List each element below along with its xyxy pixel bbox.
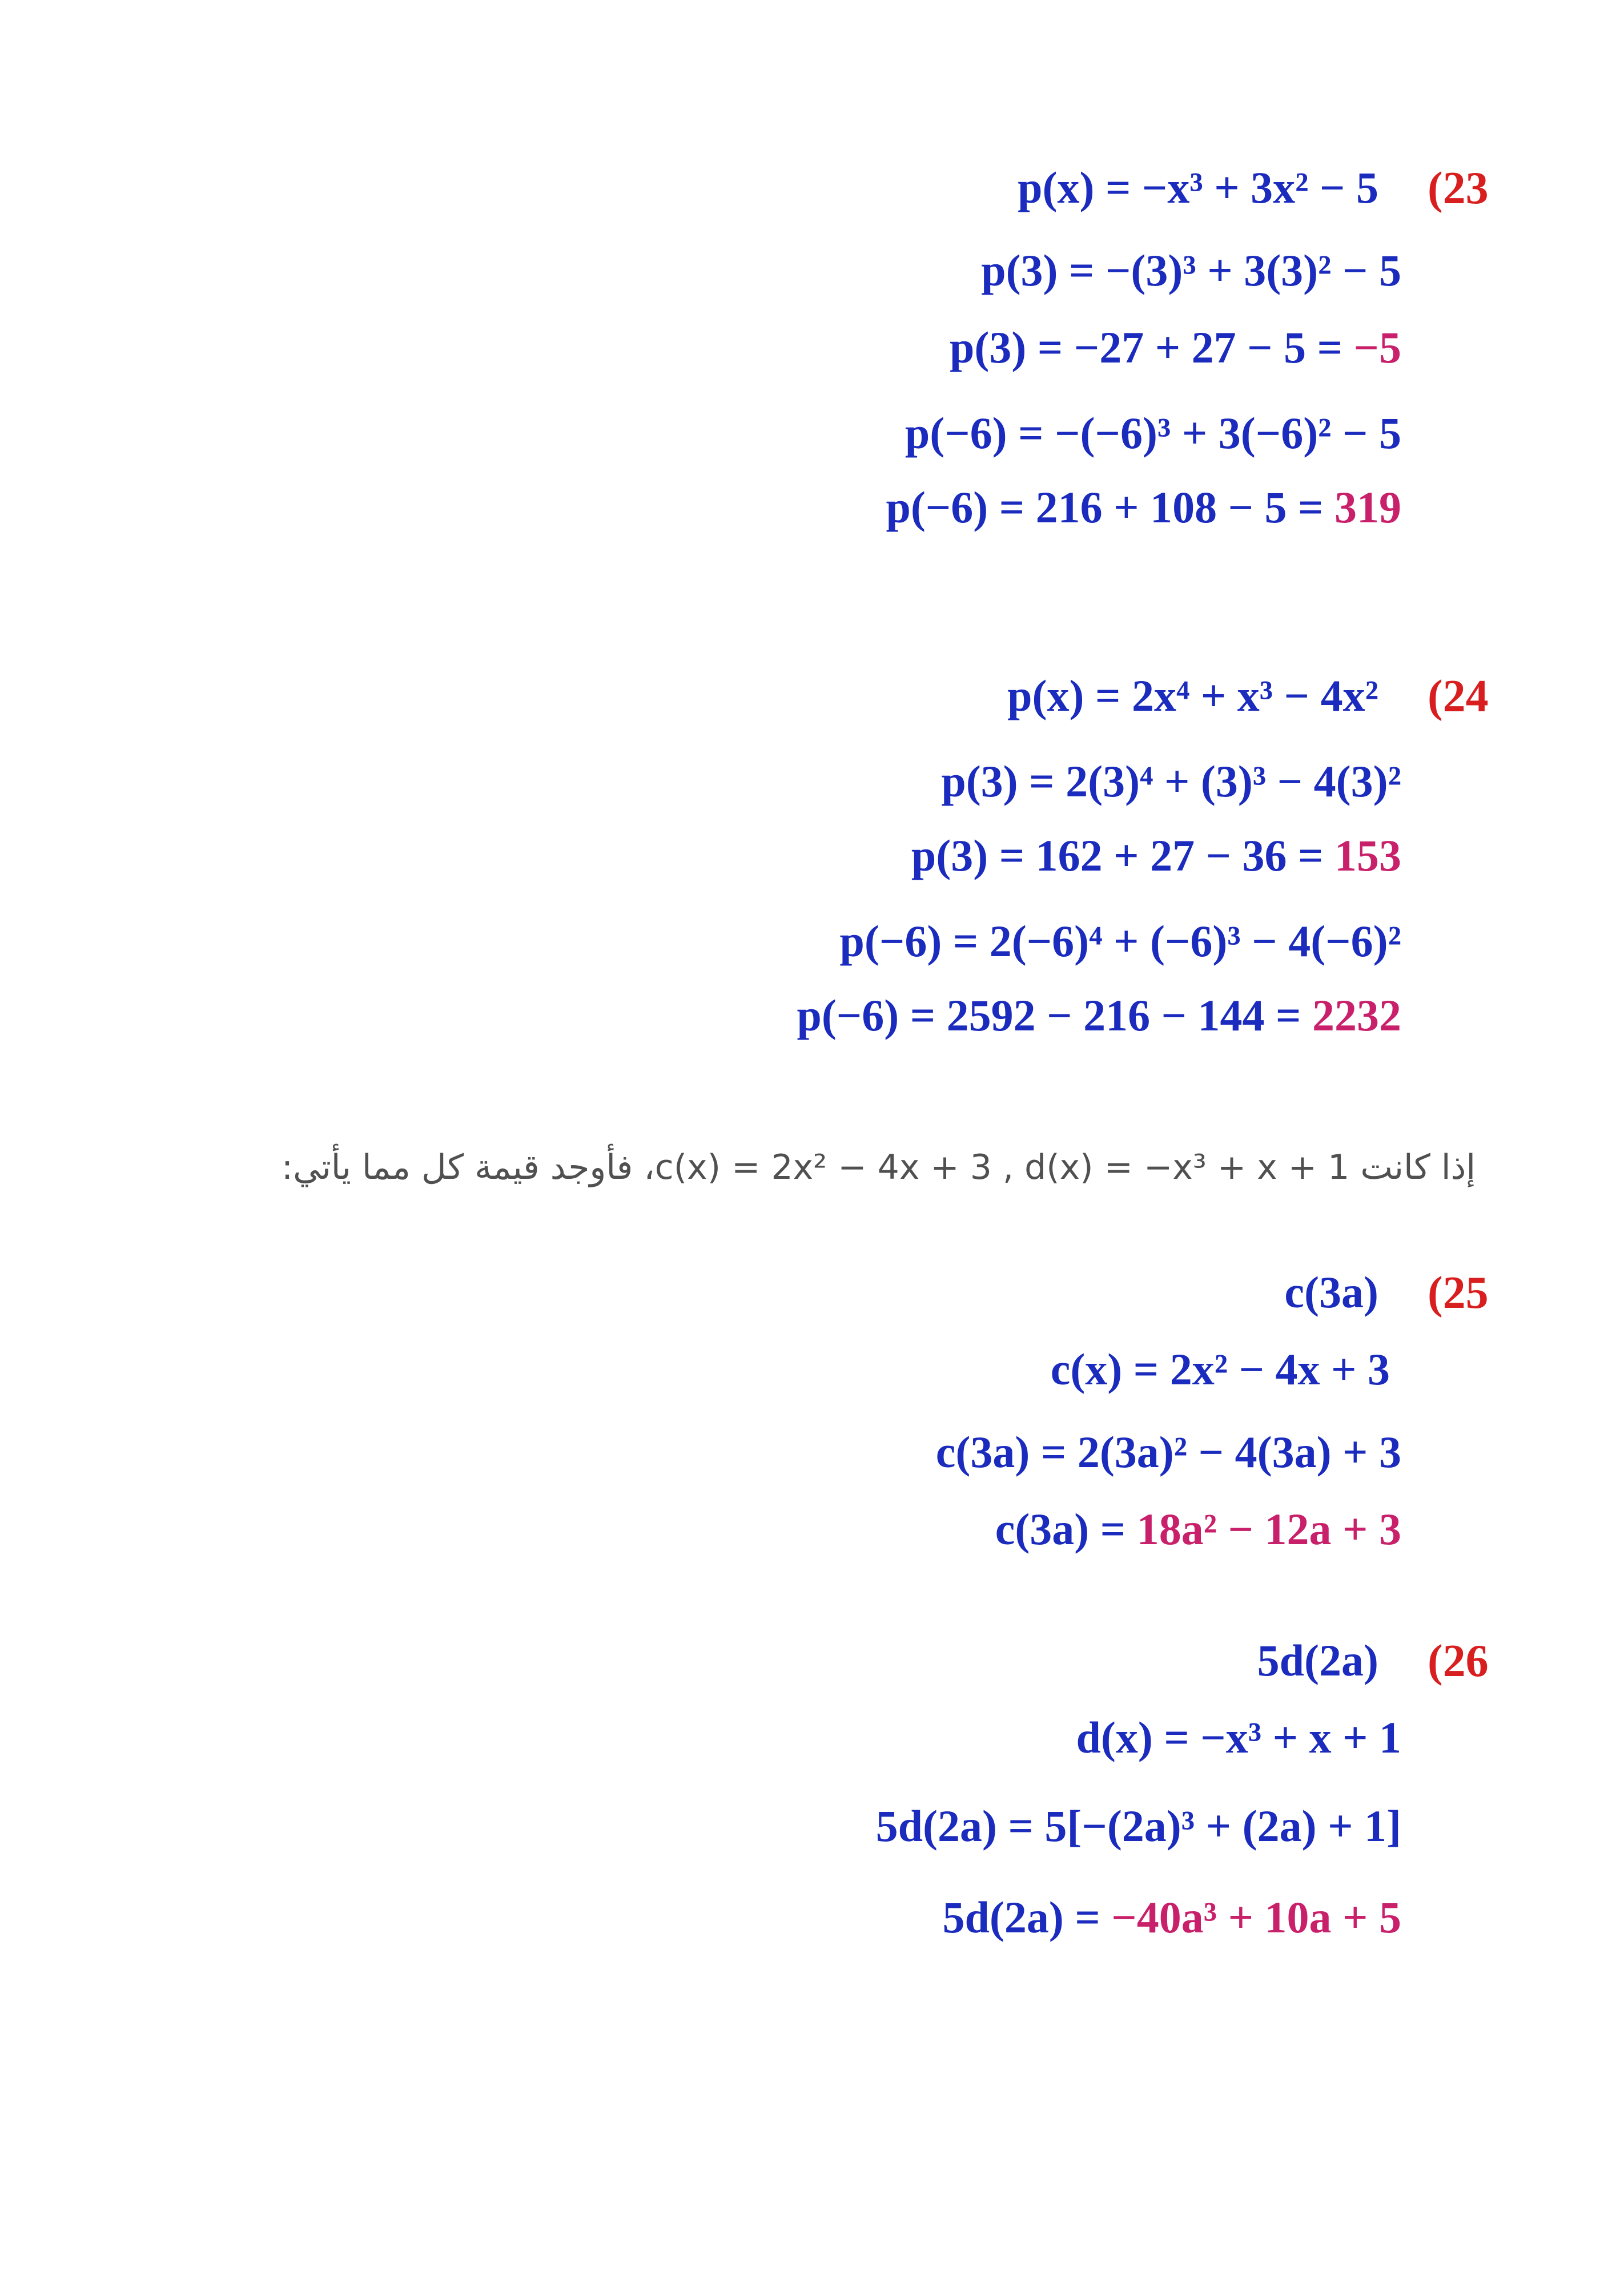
math-text: p(3) = 2(3)⁴ + (3)³ − 4(3)² — [941, 756, 1401, 806]
math-text: c(3a) = — [995, 1504, 1137, 1554]
math-text: p(3) = −27 + 27 − 5 = — [949, 323, 1354, 372]
answer-23-b: 319 — [1334, 482, 1401, 532]
math-text: 5d(2a) = — [942, 1892, 1112, 1942]
math-line-24-4 — [839, 916, 1401, 966]
math-text: p(−6) = 2592 − 216 − 144 = — [797, 990, 1312, 1040]
math-line-23-3 — [950, 325, 1401, 370]
problem-number-23: (23 — [1428, 163, 1489, 214]
math-line-23-4 — [905, 408, 1401, 458]
math-line-24-5 — [797, 990, 1401, 1040]
math-line-26-2 — [1076, 1715, 1402, 1760]
math-line-26-4 — [942, 1892, 1401, 1942]
math-line-24-1 — [1007, 671, 1378, 720]
math-line-26-1 — [1257, 1638, 1378, 1683]
math-line-25-2 — [1050, 1344, 1390, 1394]
problem-number-26: (26 — [1428, 1636, 1489, 1686]
math-text: 5d(2a) = 5[−(2a)³ + (2a) + 1] — [875, 1801, 1401, 1851]
math-line-26-3 — [875, 1801, 1401, 1851]
math-text: 5d(2a) — [1257, 1636, 1378, 1685]
math-line-25-1 — [1284, 1267, 1378, 1317]
answer-26: −40a³ + 10a + 5 — [1111, 1892, 1401, 1942]
math-line-23-5 — [886, 482, 1401, 532]
math-text: p(−6) = 2(−6)⁴ + (−6)³ − 4(−6)² — [839, 916, 1401, 966]
math-text: c(3a) = 2(3a)² − 4(3a) + 3 — [935, 1427, 1401, 1477]
math-text: c(3a) — [1284, 1267, 1378, 1317]
answer-24-a: 153 — [1334, 831, 1401, 880]
problem-number-24: (24 — [1428, 671, 1489, 722]
math-text: p(−6) = −(−6)³ + 3(−6)² − 5 — [905, 408, 1401, 458]
answer-24-b: 2232 — [1312, 990, 1401, 1040]
math-text: p(−6) = 216 + 108 − 5 = — [886, 482, 1334, 532]
math-line-25-4 — [995, 1504, 1401, 1554]
math-text: p(x) = −x³ + 3x² − 5 — [1018, 163, 1378, 212]
math-text: c(x) = 2x² − 4x + 3 — [1050, 1344, 1390, 1394]
math-line-25-3 — [935, 1427, 1401, 1477]
math-text: p(3) = −(3)³ + 3(3)² − 5 — [981, 245, 1401, 295]
math-text: d(x) = −x³ + x + 1 — [1076, 1713, 1401, 1762]
math-text: p(3) = 162 + 27 − 36 = — [911, 831, 1334, 880]
math-text: p(x) = 2x⁴ + x³ − 4x² — [1007, 671, 1378, 720]
math-line-24-2 — [941, 756, 1401, 806]
math-line-23-2 — [981, 245, 1401, 295]
math-line-23-1 — [1018, 163, 1378, 212]
instruction-text: إذا كانت c(x) = 2x² − 4x + 3 , d(x) = −x³ + x + 1، فأوجد قيمة كل مما يأتي: — [281, 1147, 1476, 1187]
answer-23-a: −5 — [1353, 323, 1401, 372]
math-line-24-3 — [911, 833, 1401, 878]
answer-25: 18a² − 12a + 3 — [1136, 1504, 1401, 1554]
problem-number-25: (25 — [1428, 1268, 1489, 1318]
